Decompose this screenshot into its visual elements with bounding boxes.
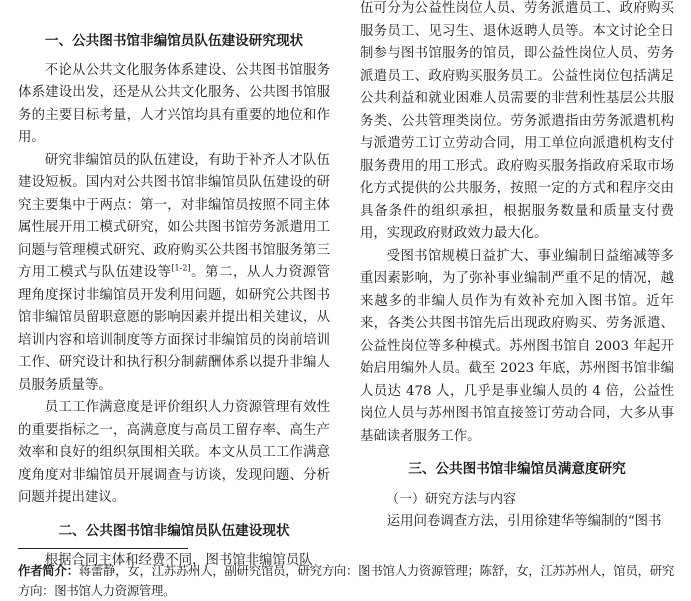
paragraph-6: 运用问卷调查方法，引用徐建华等编制的“图书 [386,514,662,529]
section-heading-3: 三、公共图书馆非编馆员满意度研究 [408,461,626,477]
section-heading-1: 一、公共图书馆非编馆员队伍建设研究现状 [44,33,304,49]
footnote-text: 蒋蕾静，女，江苏苏州人，副研究馆员，研究方向：图书馆人力资源管理；陈舒，女，江苏苏州人，馆员，研究方向：图书馆人力资源管理。 [18,563,674,598]
paragraph-3: 员工工作满意度是评价组织人力资源管理有效性的重要指标之一，高满意度与高员工留存率、高生产效率和良好的组织氛围相关联。本文从员工工作满意度角度对非编馆员开展调查与访谈，发现问题、分析问题并提出建议。 [18,400,330,505]
subsection-heading: （一）研究方法与内容 [386,491,517,507]
section-heading-2: 二、公共图书馆非编馆员队伍建设现状 [58,522,290,539]
paragraph-5: 受图书馆规模日益扩大、事业编制日益缩减等多重因素影响，为了弥补事业编制严重不足的情况，越来越多的非编人员作为有效补充加入图书馆。近年来，各类公共图书馆先后出现政府购买、劳务派遣、公益性岗位等多种模式。苏州图书馆自 2003 年起开始启用编外人员。截至 2023 年底，苏州图书馆非编人员达 478 人，几乎是事业编人员的 4 倍，公益性岗位人员与苏州图书馆直接签订劳动合同，大多从事基础读者服务工作。 [360,248,674,444]
paragraph-4-continued: 伍可分为公益性岗位人员、劳务派遣员工、政府购买服务员工、见习生、退休返聘人员等。本文讨论全日制参与图书馆服务的馆员，即公益性岗位人员、劳务派遣员工、政府购买服务员工。公益性岗位包括满足公共利益和就业困难人员需要的非营利性基层公共服务类、公共管理类岗位。劳务派遣指由劳务派遣机构与派遣劳工订立劳动合同，用工单位向派遣机构支付服务费用的用工形式。政府购买服务指政府采取市场化方式提供的公共服务，按照一定的方式和程序交由具备条件的组织承担，根据服务数量和质量支付费用，实现政府财政效力最大化。 [360,1,674,241]
paragraph-2 [18,150,330,398]
footnote-divider [18,548,188,549]
paragraph-2-text-b: 。第二，从人力资源管理角度探讨非编馆员开发利用问题，如研究公共图书馆非编馆员留职意愿的影响因素并提出相关建议，从培训内容和培训制度等方面探讨非编馆员的岗前培训工作、研究设计和执行积分制薪酬体系以提升非编人员服务质量等。 [18,265,331,393]
paragraph-4: 根据合同主体和经费不同，图书馆非编馆员队 [44,553,313,568]
citation-marker: [1-2] [171,263,191,273]
paragraph-2-text-a: 研究非编馆员的队伍建设，有助于补齐人才队伍建设短板。国内对公共图书馆非编馆员队伍建设的研究主要集中于两点：第一，对非编馆员按照不同主体属性展开用工模式研究，如公共图书馆劳务派遣用工问题与管理模式研究、政府购买公共图书馆服务第三方用工模式与队伍建设等 [18,152,330,280]
right-column [360,0,674,534]
author-footnote [18,561,674,601]
footnote-label: 作者简介： [18,563,79,578]
left-column [18,30,330,573]
paragraph-1: 不论从公共文化服务体系建设、公共图书馆服务体系建设出发，还是从公共文化服务、公共图书馆服务的主要目标考量，人才兴馆均具有重要的地位和作用。 [18,62,330,145]
